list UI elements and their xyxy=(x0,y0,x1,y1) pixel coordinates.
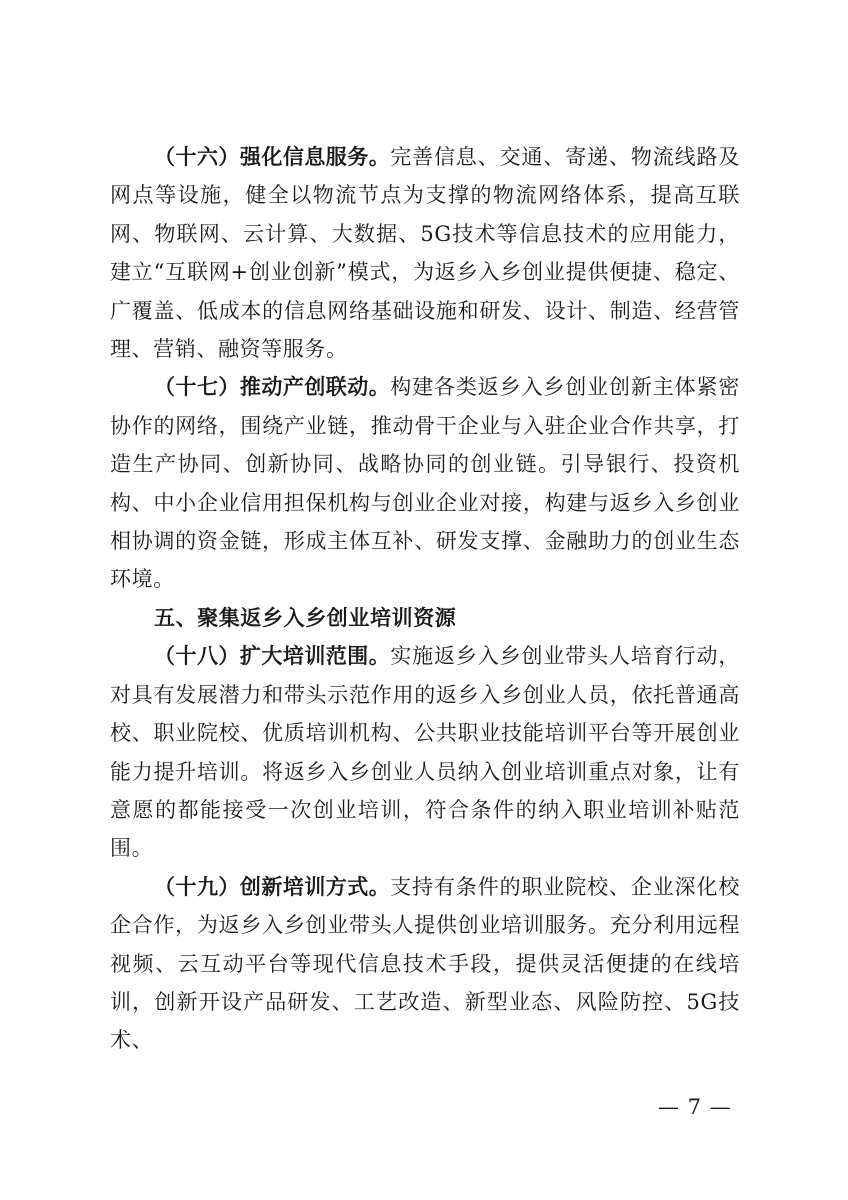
document-body xyxy=(110,138,740,1060)
paragraph-16 xyxy=(110,138,740,368)
paragraph-18 xyxy=(110,637,740,867)
section-heading-5: 五、聚集返乡入乡创业培训资源 xyxy=(154,605,457,630)
page-number: — 7 — xyxy=(658,1095,732,1119)
paragraph-17 xyxy=(110,368,740,598)
paragraph-19-text: 支持有条件的职业院校、企业深化校企合作，为返乡入乡创业带头人提供创业培训服务。充分利用远程视频、云互动平台等现代信息技术手段，提供灵活便捷的在线培训，创新开设产品研发、工艺改造、新型业态、风险防控、5G技术、 xyxy=(110,874,740,1053)
paragraph-16-heading: （十六）强化信息服务。 xyxy=(154,145,391,169)
paragraph-16-text: 完善信息、交通、寄递、物流线路及网点等设施，健全以物流节点为支撑的物流网络体系，提高互联网、物联网、云计算、大数据、5G技术等信息技术的应用能力，建立“互联网+创业创新”模式，为返乡入乡创业提供便捷、稳定、广覆盖、低成本的信息网络基础设施和研发、设计、制造、经营管理、营销、融资等服务。 xyxy=(110,145,740,362)
paragraph-18-heading: （十八）扩大培训范围。 xyxy=(154,644,391,669)
paragraph-17-text: 构建各类返乡入乡创业创新主体紧密协作的网络，围绕产业链，推动骨干企业与入驻企业合作共享，打造生产协同、创新协同、战略协同的创业链。引导银行、投资机构、中小企业信用担保机构与创业企业对接，构建与返乡入乡创业相协调的资金链，形成主体互补、研发支撑、金融助力的创业生态环境。 xyxy=(110,375,740,592)
paragraph-19-heading: （十九）创新培训方式。 xyxy=(154,874,391,899)
paragraph-18-text: 实施返乡入乡创业带头人培育行动，对具有发展潜力和带头示范作用的返乡入乡创业人员，依托普通高校、职业院校、优质培训机构、公共职业技能培训平台等开展创业能力提升培训。将返乡入乡创业人员纳入创业培训重点对象，让有意愿的都能接受一次创业培训，符合条件的纳入职业培训补贴范围。 xyxy=(110,644,740,861)
paragraph-17-heading: （十七）推动产创联动。 xyxy=(154,375,391,400)
paragraph-19 xyxy=(110,868,740,1060)
